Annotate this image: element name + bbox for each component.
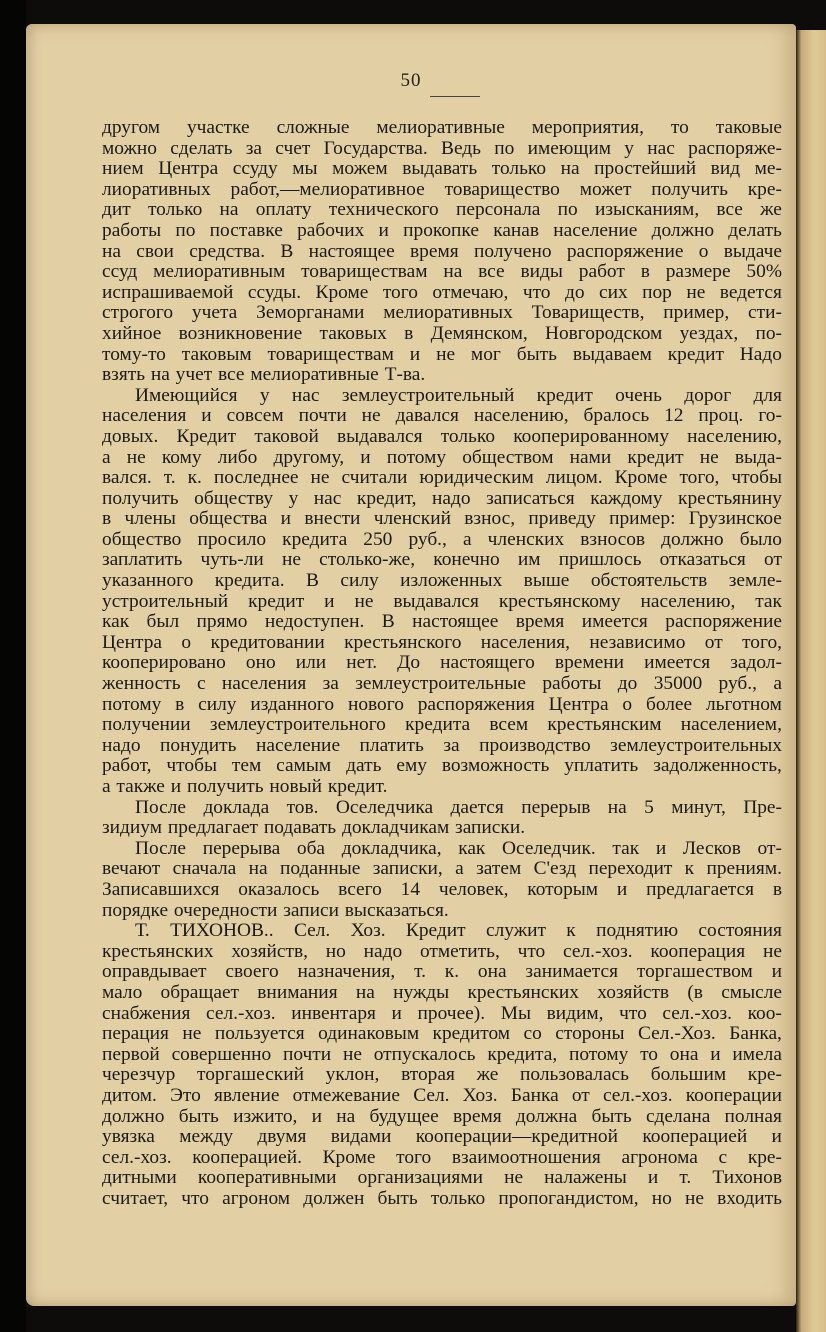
text-line: как был прямо недоступен. В настоящее время имеется распоряжение xyxy=(102,611,782,633)
text-line: довых. Кредит таковой выдавался только кооперированному населению, xyxy=(102,425,782,447)
text-line: на свои средства. В настоящее время получено распоряжение о выдаче xyxy=(102,240,782,262)
page-number-rule xyxy=(430,96,480,97)
text-line: вался. т. к. последнее не считали юридическим лицом. Кроме того, чтобы xyxy=(102,467,782,489)
text-line: дитными кооперативными организациями не налажены и т. Тихонов xyxy=(102,1167,782,1189)
text-line: крестьянских хозяйств, но надо отметить, что сел.-хоз. кооперация не xyxy=(102,940,782,962)
book-page xyxy=(26,24,796,1306)
text-line: первой совершенно почти не отпускалось кредита, потому то она и имела xyxy=(102,1043,782,1065)
text-line: Записавшихся оказалось всего 14 человек, которым и предлагается в xyxy=(102,878,782,900)
text-line: общество просило кредита 250 руб., а членских взносов должно было xyxy=(102,528,782,550)
text-line: работы по поставке рабочих и прокопке канав население должно делать xyxy=(102,219,782,241)
text-line: строгого учета Земорганами мелиоративных Товариществ, пример, сти- xyxy=(102,302,782,324)
page-number: 50 xyxy=(400,70,422,91)
text-line: Центра о кредитовании крестьянского населения, независимо от того, xyxy=(102,631,782,653)
text-line: дит только на оплату технического персонала по изысканиям, все же xyxy=(102,199,782,221)
text-line: сел.-хоз. кооперацией. Кроме того взаимоотношения агронома с кре- xyxy=(102,1146,782,1168)
text-line: увязка между двумя видами кооперации—кредитной кооперацией и xyxy=(102,1126,782,1148)
text-line: потому в силу изданного нового распоряжения Центра о более льготном xyxy=(102,693,782,715)
text-line: указанного кредита. В силу изложенных выше обстоятельств земле- xyxy=(102,570,782,592)
text-line: взять на учет все мелиоративные Т-ва. xyxy=(102,364,426,386)
book-spine xyxy=(0,0,26,1332)
text-line: а также и получить новый кредит. xyxy=(102,776,388,797)
text-line: оправдывает своего назначения, т. к. она занимается торгашеством и xyxy=(102,961,782,983)
text-line: считает, что агроном должен быть только пропогандистом, но не входить xyxy=(102,1187,782,1209)
text-line: снабжения сел.-хоз. инвентаря и прочее). Мы видим, что сел.-хоз. коо- xyxy=(102,1002,782,1024)
text-line: хийное возникновение таковых в Демянском, Новгородском уездах, по- xyxy=(102,322,782,344)
text-line: мало обращает внимания на нужды крестьянских хозяйств (в смысле xyxy=(102,981,782,1003)
text-line: получении землеустроительного кредита всем крестьянским населением, xyxy=(102,714,782,736)
text-line: кооперировано оно или нет. До настоящего времени имеется задол- xyxy=(102,652,782,674)
text-line: а не кому либо другому, и потому обществом нами кредит не выда- xyxy=(102,446,782,468)
text-line: можно сделать за счет Государства. Ведь по имеющим у нас распоряже- xyxy=(102,137,782,159)
text-line: Имеющийся у нас землеустроительный кредит очень дорог для xyxy=(134,384,782,406)
next-page-edge xyxy=(796,30,826,1332)
text-line: перация не пользуется одинаковым кредитом со стороны Сел.-Хоз. Банка, xyxy=(102,1023,782,1045)
text-line: должно быть изжито, и на будущее время должна быть сделана полная xyxy=(102,1105,782,1127)
text-line: порядке очередности записи высказаться. xyxy=(102,899,449,921)
text-line: вечают сначала на поданные записки, а затем С'езд переходит к прениям. xyxy=(102,858,782,880)
text-line: женность с населения за землеустроительные работы до 35000 руб., а xyxy=(102,673,782,695)
text-line: тому-то таковым товариществам и не мог быть выдаваем кредит Надо xyxy=(102,343,782,365)
text-line: зидиум предлагает подавать докладчикам записки. xyxy=(102,817,526,839)
text-line: устроительный кредит и не выдавался крестьянскому населению, так xyxy=(102,590,782,612)
text-line: дитом. Это явление отмежевание Сел. Хоз. Банка от сел.-хоз. кооперации xyxy=(102,1084,782,1106)
text-line: ссуд мелиоративным товариществам на все виды работ в размере 50% xyxy=(102,261,782,283)
text-line: другом участке сложные мелиоративные мероприятия, то таковые xyxy=(102,117,782,138)
text-line: Т. ТИХОНОВ.. Сел. Хоз. Кредит служит к поднятию состояния xyxy=(134,920,782,942)
text-line: черезчур торгашеский уклон, вторая же пользовалась большим кре- xyxy=(102,1064,782,1086)
text-line: После перерыва оба докладчика, как Оселедчик. так и Лесков от- xyxy=(134,837,782,859)
text-line: испрашиваемой ссуды. Кроме того отмечаю, что до сих пор не ведется xyxy=(102,281,782,303)
text-line: работ, чтобы тем самым дать ему возможность уплатить задолженность, xyxy=(102,755,782,777)
text-line: населения и совсем почти не давался населению, бралось 12 проц. го- xyxy=(102,405,782,427)
text-line: надо понудить население платить за производство землеустроительных xyxy=(102,734,782,756)
text-line: в члены общества и внести членский взнос, приведу пример: Грузинское xyxy=(102,508,782,530)
text-line: заплатить чуть-ли не столько-же, конечно им пришлось отказаться от xyxy=(102,549,782,571)
text-line: лиоративных работ,—мелиоративное товарищество может получить кре- xyxy=(102,178,782,200)
text-line: получить обществу у нас кредит, надо записаться каждому крестьянину xyxy=(102,487,782,509)
text-line: После доклада тов. Оселедчика дается перерыв на 5 минут, Пре- xyxy=(134,796,782,818)
text-line: нием Центра ссуду мы можем выдавать только на простейший вид ме- xyxy=(102,158,782,180)
page-body-text xyxy=(102,118,782,1209)
